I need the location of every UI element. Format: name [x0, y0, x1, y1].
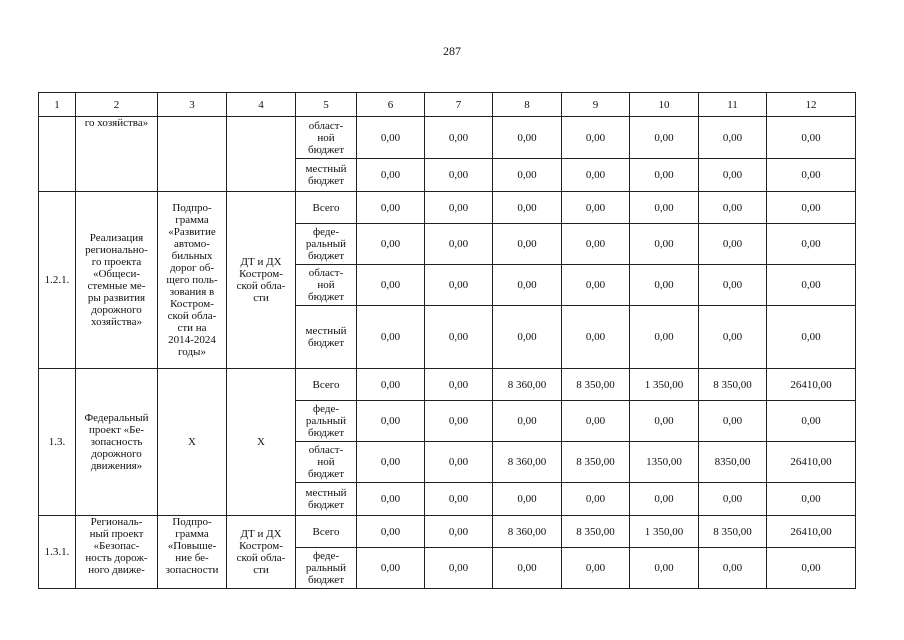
- column-header: 7: [425, 93, 493, 117]
- column-header: 9: [562, 93, 630, 117]
- value-cell: 0,00: [493, 548, 562, 589]
- value-cell: 0,00: [493, 306, 562, 369]
- source-cell: местный бюджет: [296, 159, 357, 192]
- item-number-cell: 1.3.: [39, 369, 76, 516]
- value-cell: 0,00: [699, 159, 767, 192]
- value-cell: 0,00: [425, 548, 493, 589]
- value-cell: 0,00: [630, 306, 699, 369]
- source-cell: област- ной бюджет: [296, 442, 357, 483]
- column-header: 5: [296, 93, 357, 117]
- executor-cell: ДТ и ДХ Костром- ской обла- сти: [227, 516, 296, 589]
- program-cell: Х: [158, 369, 227, 516]
- source-cell: местный бюджет: [296, 483, 357, 516]
- executor-cell: [227, 117, 296, 192]
- table-row: [39, 192, 856, 224]
- value-cell: 0,00: [357, 548, 425, 589]
- value-cell: 0,00: [630, 224, 699, 265]
- value-cell: 26410,00: [767, 369, 856, 401]
- item-name-cell: Реализация регионально- го проекта «Общеси- стемные ме- ры развития дорожного хозяйства»: [76, 192, 158, 369]
- value-cell: 0,00: [425, 442, 493, 483]
- value-cell: 0,00: [562, 265, 630, 306]
- executor-cell: ДТ и ДХ Костром- ской обла- сти: [227, 192, 296, 369]
- value-cell: 0,00: [767, 159, 856, 192]
- value-cell: 0,00: [425, 265, 493, 306]
- value-cell: 0,00: [767, 265, 856, 306]
- value-cell: 8 350,00: [562, 516, 630, 548]
- value-cell: 0,00: [562, 117, 630, 159]
- value-cell: 0,00: [699, 265, 767, 306]
- value-cell: 0,00: [357, 265, 425, 306]
- source-cell: местный бюджет: [296, 306, 357, 369]
- value-cell: 0,00: [425, 483, 493, 516]
- value-cell: 0,00: [562, 548, 630, 589]
- source-cell: феде- ральный бюджет: [296, 401, 357, 442]
- value-cell: 8 360,00: [493, 516, 562, 548]
- source-cell: Всего: [296, 516, 357, 548]
- value-cell: 8 350,00: [562, 369, 630, 401]
- value-cell: 0,00: [425, 369, 493, 401]
- budget-table: [38, 92, 856, 589]
- source-cell: област- ной бюджет: [296, 265, 357, 306]
- value-cell: 8 350,00: [699, 369, 767, 401]
- source-cell: Всего: [296, 369, 357, 401]
- value-cell: 0,00: [562, 401, 630, 442]
- value-cell: 0,00: [357, 159, 425, 192]
- value-cell: 0,00: [357, 192, 425, 224]
- value-cell: 0,00: [630, 548, 699, 589]
- item-name-cell: Региональ- ный проект «Безопас- ность дорож- ного движе-: [76, 516, 158, 589]
- table-row: [39, 117, 856, 159]
- value-cell: 1 350,00: [630, 369, 699, 401]
- column-header: 8: [493, 93, 562, 117]
- value-cell: 0,00: [425, 192, 493, 224]
- value-cell: 0,00: [493, 401, 562, 442]
- value-cell: 0,00: [767, 548, 856, 589]
- value-cell: 0,00: [767, 401, 856, 442]
- source-cell: феде- ральный бюджет: [296, 548, 357, 589]
- table-row: [39, 516, 856, 548]
- value-cell: 0,00: [630, 117, 699, 159]
- source-cell: феде- ральный бюджет: [296, 224, 357, 265]
- table-row: [39, 369, 856, 401]
- value-cell: 0,00: [425, 117, 493, 159]
- header-row: [39, 93, 856, 117]
- value-cell: 0,00: [699, 401, 767, 442]
- source-cell: област- ной бюджет: [296, 117, 357, 159]
- column-header: 12: [767, 93, 856, 117]
- value-cell: 0,00: [357, 483, 425, 516]
- value-cell: 0,00: [767, 224, 856, 265]
- value-cell: 8 350,00: [562, 442, 630, 483]
- value-cell: 0,00: [493, 265, 562, 306]
- executor-cell: Х: [227, 369, 296, 516]
- value-cell: 0,00: [425, 159, 493, 192]
- value-cell: 0,00: [562, 224, 630, 265]
- program-cell: Подпро- грамма «Повыше- ние бе- зопасности: [158, 516, 227, 589]
- item-name-cell: го хозяйства»: [76, 117, 158, 192]
- value-cell: 0,00: [630, 192, 699, 224]
- value-cell: 0,00: [562, 159, 630, 192]
- program-cell: [158, 117, 227, 192]
- value-cell: 0,00: [493, 117, 562, 159]
- value-cell: 0,00: [357, 516, 425, 548]
- value-cell: 0,00: [767, 117, 856, 159]
- value-cell: 0,00: [493, 192, 562, 224]
- value-cell: 0,00: [357, 442, 425, 483]
- item-number-cell: 1.2.1.: [39, 192, 76, 369]
- value-cell: 0,00: [425, 516, 493, 548]
- column-header: 11: [699, 93, 767, 117]
- value-cell: 0,00: [699, 548, 767, 589]
- item-number-cell: [39, 117, 76, 192]
- value-cell: 0,00: [767, 192, 856, 224]
- item-number-cell: 1.3.1.: [39, 516, 76, 589]
- column-header: 2: [76, 93, 158, 117]
- column-header: 3: [158, 93, 227, 117]
- column-header: 1: [39, 93, 76, 117]
- value-cell: 8350,00: [699, 442, 767, 483]
- value-cell: 0,00: [767, 483, 856, 516]
- value-cell: 0,00: [630, 265, 699, 306]
- value-cell: 0,00: [425, 306, 493, 369]
- value-cell: 0,00: [357, 306, 425, 369]
- value-cell: 0,00: [493, 159, 562, 192]
- value-cell: 0,00: [630, 159, 699, 192]
- value-cell: 0,00: [699, 192, 767, 224]
- value-cell: 1350,00: [630, 442, 699, 483]
- value-cell: 0,00: [699, 224, 767, 265]
- value-cell: 0,00: [562, 192, 630, 224]
- value-cell: 0,00: [699, 483, 767, 516]
- value-cell: 0,00: [699, 306, 767, 369]
- value-cell: 0,00: [357, 224, 425, 265]
- value-cell: 0,00: [357, 369, 425, 401]
- value-cell: 0,00: [562, 306, 630, 369]
- value-cell: 0,00: [493, 483, 562, 516]
- source-cell: Всего: [296, 192, 357, 224]
- value-cell: 0,00: [357, 117, 425, 159]
- value-cell: 1 350,00: [630, 516, 699, 548]
- program-cell: Подпро- грамма «Развитие автомо- бильных дорог об- щего поль- зования в Костром- ской обла- сти на 2014-2024 годы»: [158, 192, 227, 369]
- value-cell: 8 360,00: [493, 442, 562, 483]
- value-cell: 0,00: [357, 401, 425, 442]
- value-cell: 0,00: [425, 224, 493, 265]
- value-cell: 8 360,00: [493, 369, 562, 401]
- value-cell: 0,00: [630, 401, 699, 442]
- value-cell: 0,00: [630, 483, 699, 516]
- column-header: 10: [630, 93, 699, 117]
- value-cell: 26410,00: [767, 516, 856, 548]
- column-header: 6: [357, 93, 425, 117]
- value-cell: 26410,00: [767, 442, 856, 483]
- value-cell: 0,00: [562, 483, 630, 516]
- value-cell: 0,00: [767, 306, 856, 369]
- item-name-cell: Федеральный проект «Бе- зопасность дорожного движения»: [76, 369, 158, 516]
- value-cell: 0,00: [699, 117, 767, 159]
- value-cell: 0,00: [493, 224, 562, 265]
- value-cell: 0,00: [425, 401, 493, 442]
- page-number: 287: [443, 44, 461, 58]
- column-header: 4: [227, 93, 296, 117]
- value-cell: 8 350,00: [699, 516, 767, 548]
